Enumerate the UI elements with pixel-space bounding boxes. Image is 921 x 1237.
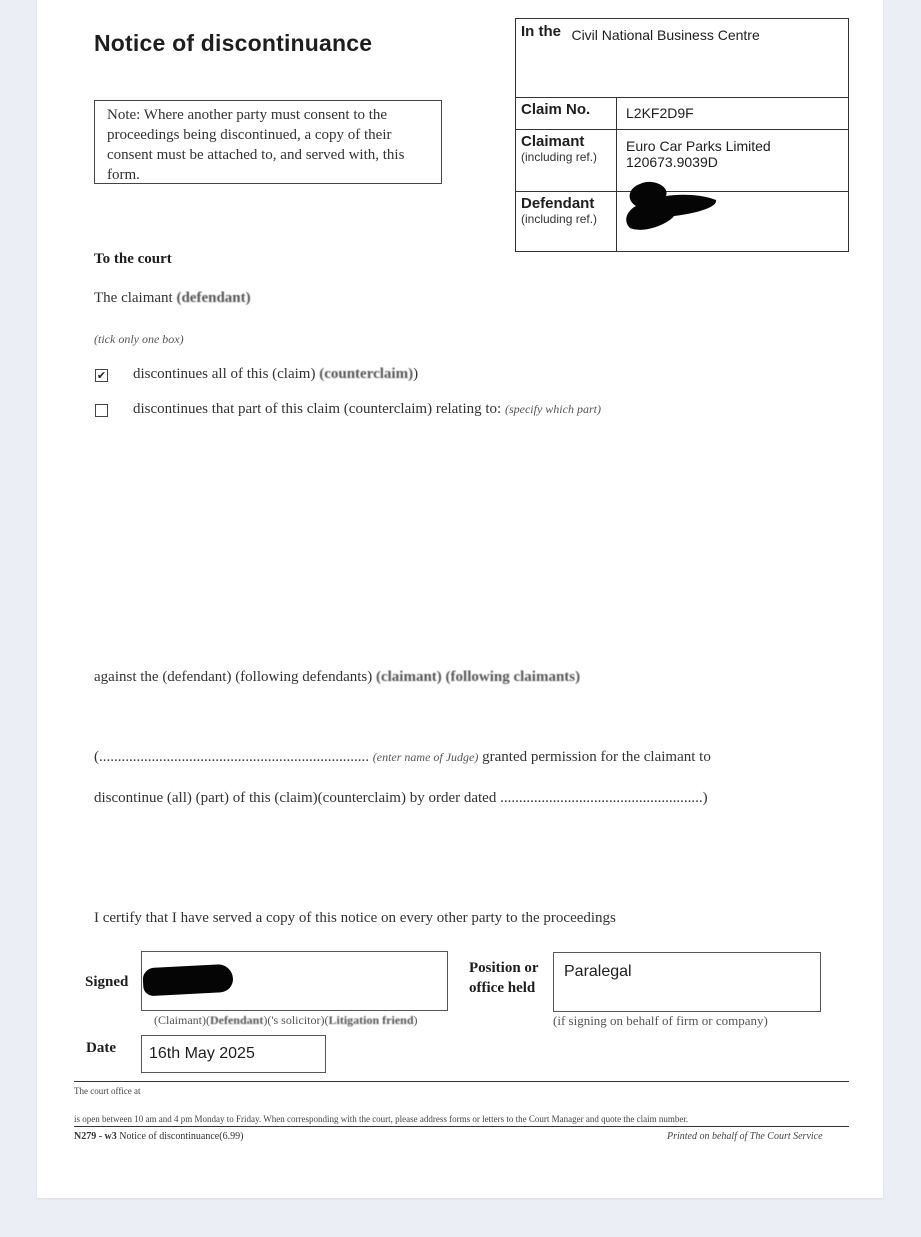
- certification-statement: I certify that I have served a copy of this notice on every other party to the proceedings: [94, 910, 616, 926]
- form-name: Notice of discontinuance(6.99): [119, 1131, 244, 1142]
- form-title: Notice of discontinuance: [94, 30, 373, 56]
- signatory-caption: [154, 1013, 418, 1028]
- claim-no-label-cell: [516, 98, 617, 130]
- struck-claimants: (claimant) (following claimants): [375, 669, 581, 685]
- court-office-at: The court office at: [74, 1086, 141, 1096]
- footer-divider-top: [74, 1081, 849, 1082]
- court-office-hours: is open between 10 am and 4 pm Monday to Friday. When corresponding with the court, please address forms or letters to the Court Manager and quote the claim number.: [74, 1114, 689, 1124]
- date-label: Date: [86, 1040, 116, 1056]
- claimant-label: Claimant: [521, 133, 585, 150]
- position-label-line2: office held: [469, 980, 536, 996]
- judge-name-blank: (........................................................................: [94, 749, 369, 765]
- judge-permission-text: granted permission for the claimant to: [482, 749, 711, 765]
- date-field[interactable]: 16th May 2025: [141, 1035, 326, 1073]
- struck-counterclaim: (counterclaim): [319, 366, 414, 382]
- order-date-line: discontinue (all) (part) of this (claim)(counterclaim) by order dated ......................................................): [94, 790, 708, 806]
- struck-defendant: (defendant): [176, 290, 251, 306]
- defendant-label-cell: [516, 192, 617, 252]
- claimant-line-text: The claimant: [94, 290, 173, 306]
- court-name: Civil National Business Centre: [571, 27, 760, 43]
- in-the-label: In the: [521, 23, 561, 40]
- discontinue-part-text: discontinues that part of this claim (counterclaim) relating to:: [133, 401, 502, 417]
- discontinue-all-option: discontinues all of this (claim) (counterclaim)): [133, 366, 419, 382]
- position-field[interactable]: Paralegal: [553, 952, 821, 1012]
- discontinue-part-option: [133, 401, 601, 418]
- discontinue-part-checkbox[interactable]: [95, 404, 108, 417]
- position-label: [469, 958, 539, 998]
- form-code: N279 - w3: [74, 1131, 117, 1142]
- specify-part-hint: (specify which part): [504, 402, 601, 416]
- struck-litigation-friend: Litigation friend: [328, 1013, 414, 1027]
- claimant-name: Euro Car Parks Limited: [626, 138, 771, 154]
- form-page: [37, 0, 883, 1198]
- tick-hint: (tick only one box): [94, 332, 184, 346]
- struck-defendant-caption: Defendant: [209, 1013, 264, 1027]
- defendant-redaction: [622, 180, 718, 232]
- claimant-label-cell: [516, 130, 617, 192]
- caption-part: (Claimant)(: [154, 1013, 210, 1027]
- printed-on-behalf: Printed on behalf of The Court Service: [667, 1131, 823, 1142]
- discontinue-all-text: discontinues all of this (claim): [133, 366, 316, 382]
- claimant-reference: 120673.9039D: [626, 154, 718, 170]
- caption-part: ): [413, 1013, 418, 1027]
- claim-no-label: Claim No.: [521, 101, 591, 118]
- footer-divider-bottom: [74, 1126, 849, 1127]
- to-the-court-heading: To the court: [94, 251, 172, 267]
- discontinue-all-checkbox[interactable]: ✔: [96, 369, 107, 382]
- defendant-label: Defendant: [521, 195, 595, 212]
- judge-hint: (enter name of Judge): [372, 750, 479, 764]
- defendant-sublabel: (including ref.): [521, 212, 598, 226]
- position-caption: (if signing on behalf of firm or company): [553, 1013, 768, 1028]
- signed-label: Signed: [85, 974, 129, 990]
- consent-note: Note: Where another party must consent to the proceedings being discontinued, a copy of their consent must be attached to, and served with, this form.: [94, 100, 442, 184]
- judge-permission-line: [94, 749, 711, 766]
- claimant-sublabel: (including ref.): [521, 150, 598, 164]
- position-label-line1: Position or: [469, 960, 539, 976]
- caption-part: )('s solicitor)(: [263, 1013, 329, 1027]
- claim-no-value: L2KF2D9F: [617, 98, 849, 130]
- signature-redaction: [142, 964, 233, 997]
- against-text: against the (defendant) (following defendants): [94, 669, 373, 685]
- claimant-line: [94, 290, 251, 307]
- against-line: [94, 669, 580, 686]
- form-reference: [74, 1131, 243, 1142]
- court-cell: [516, 19, 849, 98]
